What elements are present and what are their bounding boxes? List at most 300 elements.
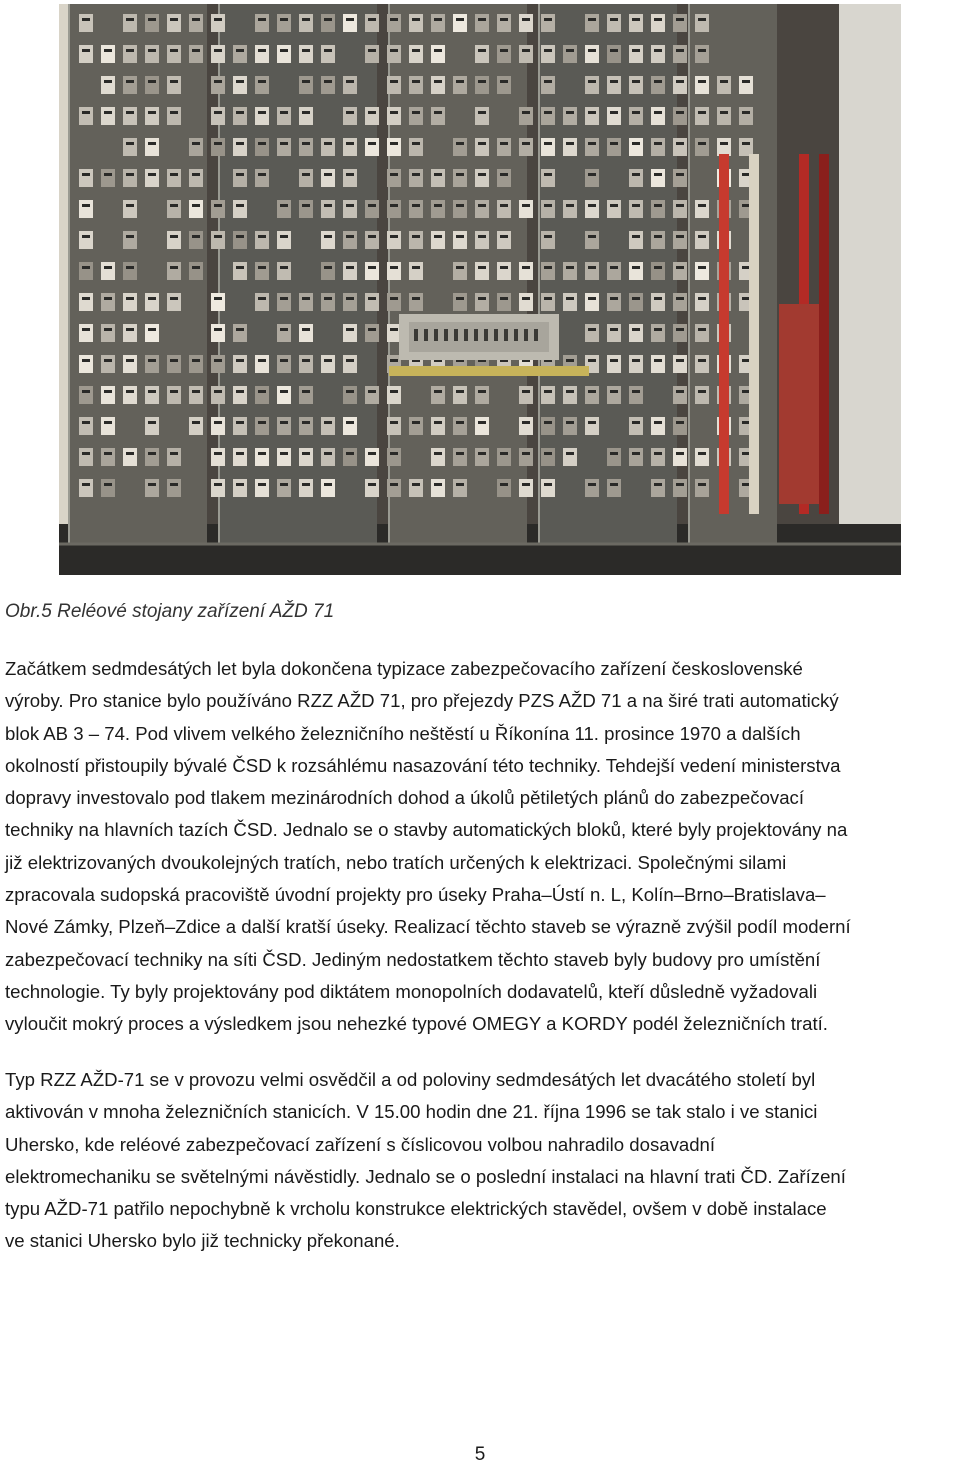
- relay-module: [123, 231, 137, 249]
- text-line: již elektrizovaných dvoukolejných tratích, nebo tratích určených k elektrizaci. Společnými silami: [5, 851, 787, 873]
- relay-module: [321, 169, 335, 187]
- relay-module: [233, 76, 247, 94]
- figure-caption: Obr.5 Reléové stojany zařízení AŽD 71: [5, 601, 335, 622]
- relay-module: [387, 76, 401, 94]
- relay-module: [321, 200, 335, 218]
- text-line: technologie. Ty byly projektovány pod diktátem monopolních dodavatelů, kteří důsledně vyžadovali: [5, 980, 818, 1002]
- relay-module: [651, 14, 665, 32]
- relay-module: [79, 14, 93, 32]
- relay-module: [365, 14, 379, 32]
- relay-module: [541, 14, 555, 32]
- relay-module: [189, 386, 203, 404]
- relay-module: [299, 417, 313, 435]
- relay-module: [365, 293, 379, 311]
- relay-module: [167, 355, 181, 373]
- relay-module: [255, 479, 269, 497]
- relay-module: [123, 76, 137, 94]
- relay-module: [387, 14, 401, 32]
- relay-module: [343, 169, 357, 187]
- relay-module: [321, 448, 335, 466]
- relay-module: [299, 386, 313, 404]
- relay-module: [607, 262, 621, 280]
- relay-module: [453, 417, 467, 435]
- relay-module: [255, 169, 269, 187]
- relay-module: [563, 417, 577, 435]
- relay-module: [387, 417, 401, 435]
- text-line: ve stanici Uhersko bylo již technicky překonané.: [5, 1230, 400, 1252]
- relay-module: [277, 417, 291, 435]
- relay-module: [167, 107, 181, 125]
- relay-module: [101, 324, 115, 342]
- paragraph-1: [5, 653, 957, 1041]
- relay-module: [607, 355, 621, 373]
- relay-module: [189, 138, 203, 156]
- relay-module: [343, 76, 357, 94]
- relay-module: [629, 293, 643, 311]
- relay-module: [497, 200, 511, 218]
- text-line: vyloučit mokrý proces a výsledkem jsou nehezké typové OMEGY a KORDY podél železničních tratí.: [5, 1013, 828, 1035]
- relay-module: [387, 138, 401, 156]
- relay-module: [387, 262, 401, 280]
- relay-module: [475, 417, 489, 435]
- relay-module: [299, 355, 313, 373]
- relay-module: [607, 386, 621, 404]
- relay-module: [365, 479, 379, 497]
- relay-module: [695, 138, 709, 156]
- relay-module: [585, 479, 599, 497]
- relay-module: [255, 386, 269, 404]
- relay-module: [211, 138, 225, 156]
- relay-module: [211, 386, 225, 404]
- relay-module: [497, 45, 511, 63]
- relay-module: [453, 479, 467, 497]
- relay-module: [475, 262, 489, 280]
- relay-module: [541, 231, 555, 249]
- relay-module: [607, 200, 621, 218]
- relay-module: [651, 107, 665, 125]
- text-line: blok AB 3 – 74. Pod vlivem velkého železničního neštěstí u Říkonína 11. prosince 1970 a dalších: [5, 722, 801, 744]
- relay-module: [365, 107, 379, 125]
- text-line: aktivován v mnoha železničních stanicích. V 15.00 hodin dne 21. října 1996 se tak stalo i ve stanici: [5, 1101, 818, 1123]
- relay-module: [497, 14, 511, 32]
- relay-module: [695, 386, 709, 404]
- relay-module: [629, 417, 643, 435]
- relay-module: [299, 45, 313, 63]
- relay-module: [255, 355, 269, 373]
- text-line: Uhersko, kde reléové zabezpečovací zařízení s číslicovou volbou nahradilo dosavadní: [5, 1133, 716, 1155]
- relay-module: [585, 262, 599, 280]
- relay-module: [585, 14, 599, 32]
- relay-module: [123, 293, 137, 311]
- relay-module: [145, 169, 159, 187]
- relay-module: [211, 200, 225, 218]
- relay-module: [233, 417, 247, 435]
- text-line: okolností přistoupily bývalé ČSD k rozsáhlému nasazování této techniky. Tehdejší vedení ministerstva: [5, 754, 841, 776]
- relay-module: [563, 107, 577, 125]
- relay-module: [563, 293, 577, 311]
- relay-module: [607, 448, 621, 466]
- relay-module: [717, 107, 731, 125]
- relay-module: [145, 45, 159, 63]
- relay-module: [189, 200, 203, 218]
- relay-module: [233, 479, 247, 497]
- relay-module: [255, 138, 269, 156]
- relay-module: [673, 448, 687, 466]
- relay-module: [277, 448, 291, 466]
- relay-module: [475, 107, 489, 125]
- relay-module: [211, 76, 225, 94]
- relay-module: [101, 386, 115, 404]
- relay-module: [409, 231, 423, 249]
- relay-module: [343, 355, 357, 373]
- relay-module: [211, 107, 225, 125]
- relay-module: [123, 138, 137, 156]
- relay-module: [629, 231, 643, 249]
- relay-module: [695, 448, 709, 466]
- relay-module: [519, 45, 533, 63]
- relay-module: [299, 200, 313, 218]
- relay-module: [277, 14, 291, 32]
- relay-module: [695, 355, 709, 373]
- relay-module: [541, 169, 555, 187]
- text-line: techniky na hlavních tazích ČSD. Jednalo se o stavby automatických bloků, které byly projektovány na: [5, 819, 848, 841]
- relay-module: [453, 262, 467, 280]
- relay-racks-image: [59, 4, 901, 575]
- relay-module: [629, 169, 643, 187]
- relay-module: [79, 231, 93, 249]
- relay-module: [387, 45, 401, 63]
- relay-module: [255, 293, 269, 311]
- relay-module: [695, 231, 709, 249]
- relay-module: [475, 386, 489, 404]
- relay-module: [497, 448, 511, 466]
- relay-module: [145, 448, 159, 466]
- text-line: Nové Zámky, Plzeň–Zdice a další kratší úseky. Realizací těchto staveb se výrazně zvýšil podíl moderní: [5, 916, 851, 938]
- relay-module: [695, 107, 709, 125]
- relay-module: [519, 417, 533, 435]
- relay-module: [255, 76, 269, 94]
- relay-module: [585, 107, 599, 125]
- relay-module: [123, 262, 137, 280]
- relay-module: [629, 355, 643, 373]
- relay-module: [145, 417, 159, 435]
- relay-module: [651, 355, 665, 373]
- relay-module: [475, 200, 489, 218]
- relay-module: [651, 262, 665, 280]
- relay-module: [211, 324, 225, 342]
- relay-module: [277, 262, 291, 280]
- relay-module: [365, 138, 379, 156]
- relay-module: [673, 417, 687, 435]
- relay-module: [365, 45, 379, 63]
- relay-module: [563, 386, 577, 404]
- relay-module: [101, 448, 115, 466]
- relay-module: [343, 262, 357, 280]
- relay-module: [519, 262, 533, 280]
- relay-module: [387, 169, 401, 187]
- relay-module: [189, 355, 203, 373]
- relay-module: [563, 45, 577, 63]
- relay-module: [321, 231, 335, 249]
- relay-module: [651, 293, 665, 311]
- text-line: Typ RZZ AŽD-71 se v provozu velmi osvědčil a od poloviny sedmdesátých let dvacátého století byl: [5, 1069, 816, 1090]
- relay-module: [475, 448, 489, 466]
- relay-module: [211, 479, 225, 497]
- relay-module: [431, 169, 445, 187]
- relay-module: [299, 479, 313, 497]
- relay-module: [387, 293, 401, 311]
- relay-module: [607, 14, 621, 32]
- relay-module: [673, 107, 687, 125]
- relay-module: [343, 417, 357, 435]
- relay-module: [277, 45, 291, 63]
- relay-module: [343, 324, 357, 342]
- relay-module: [409, 200, 423, 218]
- relay-module: [145, 107, 159, 125]
- relay-module: [409, 107, 423, 125]
- relay-module: [497, 76, 511, 94]
- relay-module: [585, 138, 599, 156]
- relay-module: [651, 76, 665, 94]
- relay-module: [431, 231, 445, 249]
- relay-module: [695, 293, 709, 311]
- relay-module: [431, 76, 445, 94]
- relay-module: [629, 200, 643, 218]
- relay-module: [431, 14, 445, 32]
- relay-module: [431, 45, 445, 63]
- relay-module: [475, 138, 489, 156]
- relay-module: [123, 200, 137, 218]
- relay-module: [167, 479, 181, 497]
- relay-module: [497, 231, 511, 249]
- relay-module: [409, 14, 423, 32]
- page-number: 5: [474, 1444, 486, 1465]
- relay-module: [233, 324, 247, 342]
- relay-module: [651, 45, 665, 63]
- relay-module: [673, 14, 687, 32]
- relay-module: [673, 169, 687, 187]
- relay-module: [79, 169, 93, 187]
- relay-module: [343, 200, 357, 218]
- relay-module: [585, 45, 599, 63]
- relay-module: [343, 231, 357, 249]
- relay-module: [541, 417, 555, 435]
- relay-module: [365, 386, 379, 404]
- relay-module: [233, 355, 247, 373]
- text-line: typu AŽD-71 patřilo nepochybně k vrcholu konstrukce elektrických stavědel, ovšem v době instalace: [5, 1198, 827, 1220]
- relay-module: [321, 417, 335, 435]
- relay-module: [189, 14, 203, 32]
- relay-module: [409, 45, 423, 63]
- relay-module: [453, 231, 467, 249]
- relay-module: [321, 45, 335, 63]
- relay-module: [167, 76, 181, 94]
- relay-module: [79, 324, 93, 342]
- relay-module: [387, 231, 401, 249]
- relay-module: [519, 479, 533, 497]
- relay-module: [651, 231, 665, 249]
- relay-module: [673, 45, 687, 63]
- relay-module: [255, 14, 269, 32]
- relay-module: [695, 479, 709, 497]
- relay-module: [651, 417, 665, 435]
- relay-module: [475, 76, 489, 94]
- relay-module: [211, 448, 225, 466]
- relay-module: [673, 479, 687, 497]
- relay-module: [145, 138, 159, 156]
- relay-module: [475, 14, 489, 32]
- relay-module: [299, 324, 313, 342]
- relay-module: [79, 200, 93, 218]
- relay-module: [673, 138, 687, 156]
- relay-module: [123, 448, 137, 466]
- relay-module: [585, 386, 599, 404]
- relay-module: [79, 107, 93, 125]
- relay-module: [673, 231, 687, 249]
- relay-module: [387, 386, 401, 404]
- relay-module: [101, 262, 115, 280]
- text-line: dopravy investovalo pod tlakem mezinárodních dohod a úkolů pětiletých plánů do zabezpečovací: [5, 787, 805, 809]
- relay-module: [123, 45, 137, 63]
- relay-module: [563, 138, 577, 156]
- relay-module: [211, 45, 225, 63]
- relay-module: [431, 107, 445, 125]
- relay-module: [651, 200, 665, 218]
- relay-module: [673, 262, 687, 280]
- relay-module: [255, 417, 269, 435]
- relay-module: [167, 231, 181, 249]
- relay-module: [673, 200, 687, 218]
- relay-module: [387, 324, 401, 342]
- relay-module: [189, 45, 203, 63]
- relay-module: [255, 107, 269, 125]
- relay-module: [585, 200, 599, 218]
- text-line: Začátkem sedmdesátých let byla dokončena typizace zabezpečovacího zařízení československé: [5, 658, 803, 679]
- relay-module: [585, 231, 599, 249]
- relay-module: [607, 479, 621, 497]
- cable-bundle: [719, 154, 729, 514]
- relay-module: [321, 138, 335, 156]
- relay-module: [79, 355, 93, 373]
- relay-module: [167, 448, 181, 466]
- relay-module: [299, 14, 313, 32]
- terminal-strip: [389, 366, 589, 376]
- relay-module: [409, 76, 423, 94]
- relay-module: [79, 448, 93, 466]
- relay-module: [409, 417, 423, 435]
- relay-module: [519, 448, 533, 466]
- relay-module: [167, 169, 181, 187]
- relay-module: [651, 138, 665, 156]
- relay-module: [585, 76, 599, 94]
- relay-module: [365, 448, 379, 466]
- relay-module: [695, 76, 709, 94]
- relay-module: [453, 138, 467, 156]
- relay-module: [167, 293, 181, 311]
- relay-module: [145, 355, 159, 373]
- relay-module: [145, 324, 159, 342]
- relay-module: [453, 14, 467, 32]
- relay-module: [453, 386, 467, 404]
- relay-module: [519, 386, 533, 404]
- relay-module: [431, 479, 445, 497]
- relay-module: [277, 231, 291, 249]
- relay-module: [299, 138, 313, 156]
- relay-module: [123, 169, 137, 187]
- relay-module: [585, 417, 599, 435]
- relay-module: [541, 262, 555, 280]
- relay-module: [233, 262, 247, 280]
- relay-module: [233, 107, 247, 125]
- relay-module: [563, 200, 577, 218]
- relay-module: [321, 293, 335, 311]
- relay-module: [629, 324, 643, 342]
- relay-module: [519, 138, 533, 156]
- relay-module: [673, 293, 687, 311]
- relay-module: [541, 200, 555, 218]
- relay-module: [233, 138, 247, 156]
- relay-module: [695, 14, 709, 32]
- relay-module: [409, 138, 423, 156]
- relay-module: [739, 138, 753, 156]
- relay-module: [453, 200, 467, 218]
- relay-module: [343, 448, 357, 466]
- relay-module: [453, 448, 467, 466]
- relay-module: [695, 45, 709, 63]
- relay-module: [629, 262, 643, 280]
- relay-module: [277, 107, 291, 125]
- relay-module: [695, 262, 709, 280]
- relay-module: [101, 355, 115, 373]
- relay-module: [299, 169, 313, 187]
- relay-module: [563, 262, 577, 280]
- relay-module: [739, 107, 753, 125]
- relay-module: [629, 76, 643, 94]
- relay-module: [409, 169, 423, 187]
- relay-module: [673, 355, 687, 373]
- text-line: výroby. Pro stanice bylo používáno RZZ AŽD 71, pro přejezdy PZS AŽD 71 a na širé trati automatický: [5, 690, 839, 712]
- relay-module: [541, 293, 555, 311]
- relay-module: [167, 45, 181, 63]
- relay-module: [431, 200, 445, 218]
- relay-module: [497, 262, 511, 280]
- relay-module: [365, 262, 379, 280]
- relay-module: [541, 76, 555, 94]
- relay-module: [431, 417, 445, 435]
- relay-module: [79, 417, 93, 435]
- relay-module: [211, 293, 225, 311]
- relay-module: [475, 293, 489, 311]
- relay-module: [79, 479, 93, 497]
- relay-module: [277, 200, 291, 218]
- relay-module: [453, 293, 467, 311]
- relay-module: [123, 386, 137, 404]
- relay-module: [167, 14, 181, 32]
- relay-module: [541, 107, 555, 125]
- relay-module: [321, 355, 335, 373]
- relay-module: [299, 448, 313, 466]
- relay-module: [167, 200, 181, 218]
- relay-module: [497, 479, 511, 497]
- relay-module: [629, 45, 643, 63]
- relay-module: [497, 169, 511, 187]
- relay-module: [387, 107, 401, 125]
- relay-module: [695, 200, 709, 218]
- relay-module: [145, 386, 159, 404]
- relay-module: [277, 479, 291, 497]
- relay-module: [541, 138, 555, 156]
- relay-module: [255, 262, 269, 280]
